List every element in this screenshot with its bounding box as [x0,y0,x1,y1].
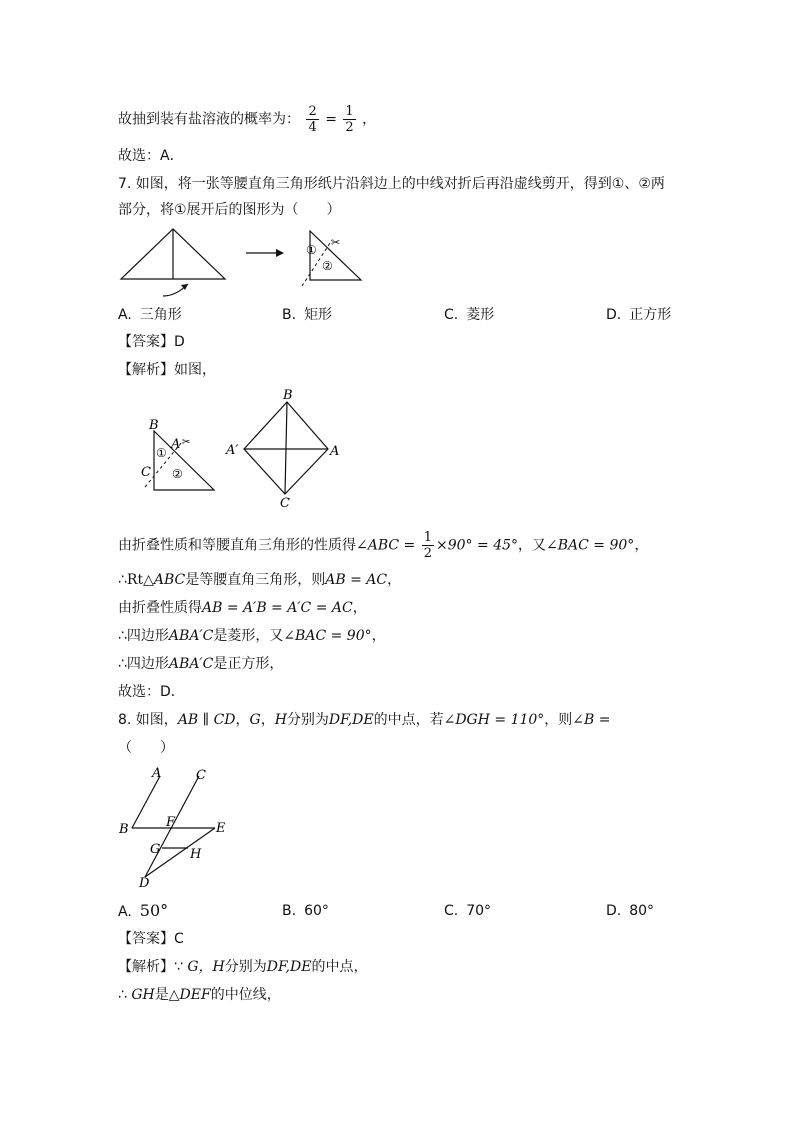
svg-text:F: F [166,815,176,830]
q8-option-b: B. 60° [282,903,329,919]
svg-text:E: E [216,821,226,836]
region-two-label: ② [322,259,333,273]
q8-option-a: A. 50° [118,901,169,920]
q7-option-c: C. 菱形 [444,307,495,323]
svg-text:A: A [152,766,162,781]
q8-analysis-line1: 【解析】∵ G，H分别为DF,DE的中点， [118,959,368,975]
q7-figure [118,226,368,302]
svg-text:C: C [280,496,290,511]
probability-line: 故抽到装有盐溶液的概率为： $\frac{2}{4}$ = $\frac{1}{2}$ ， [118,104,377,135]
cut-triangle [302,231,361,286]
q7-option-d: D. 正方形 [606,307,672,323]
svg-text:H: H [190,847,202,862]
folded-triangle [121,229,225,279]
fraction-1-2: $\frac{1}{2}$ [345,104,354,135]
q8-stem-line1: 8. 如图，AB ∥ CD，G，H分别为DF,DE的中点，若∠DGH = 110°，则∠B = [118,712,611,728]
q7-stem-line2: 部分，将①展开后的图形为（ ） [118,202,341,218]
q7-answer: 【答案】D [118,334,185,350]
square-abac [225,388,339,511]
q8-answer: 【答案】C [118,931,184,947]
scissors-icon: ✂ [331,236,341,249]
q7-option-b: B. 矩形 [282,307,333,323]
analysis-step5: ∴四边形ABA′C是正方形， [118,656,284,672]
q8-figure [118,764,238,892]
labeled-cut-triangle [141,418,214,490]
svg-text:G: G [150,842,161,857]
q8-option-c: C. 70° [444,903,492,919]
region-one-label: ① [306,243,317,257]
q8-analysis-line2: ∴ GH是△DEF的中位线， [118,987,281,1003]
q7-stem-line1: 7. 如图，将一张等腰直角三角形纸片沿斜边上的中线对折后再沿虚线剪开，得到①、②两 [118,176,665,192]
svg-text:②: ② [172,467,183,481]
q8-option-d: D. 80° [606,903,655,919]
q7-choice: 故选：D． [118,684,185,700]
svg-text:A: A [330,444,340,459]
analysis-step2: ∴Rt△ABC是等腰直角三角形，则AB = AC， [118,572,402,588]
svg-text:A′: A′ [226,443,239,458]
analysis-step4: ∴四边形ABA′C是菱形，又∠BAC = 90°， [118,628,386,644]
q7-analysis-figure [140,385,360,511]
scissors-icon: ✂ [182,437,191,448]
fraction-2-4: $\frac{2}{4}$ [308,104,317,135]
svg-text:C: C [141,465,151,480]
q7-analysis-head: 【解析】如图， [118,362,216,378]
analysis-step1: 由折叠性质和等腰直角三角形的性质得∠ABC = $\frac{1}{2}$ ×90° = 45°，又∠BAC = 90°， [118,530,649,561]
svg-text:D: D [139,876,150,891]
svg-text:B: B [119,822,129,837]
svg-text:B: B [149,418,159,433]
q7-option-a: A. 三角形 [118,307,182,323]
q8-stem-line2: （ ） [118,740,174,756]
svg-text:A: A [171,437,181,452]
q6-choice: 故选：A． [118,148,184,164]
svg-text:B: B [283,388,293,403]
analysis-step3: 由折叠性质得AB = A′B = A′C = AC， [118,600,367,616]
svg-text:①: ① [156,446,167,460]
svg-text:C: C [196,768,206,783]
